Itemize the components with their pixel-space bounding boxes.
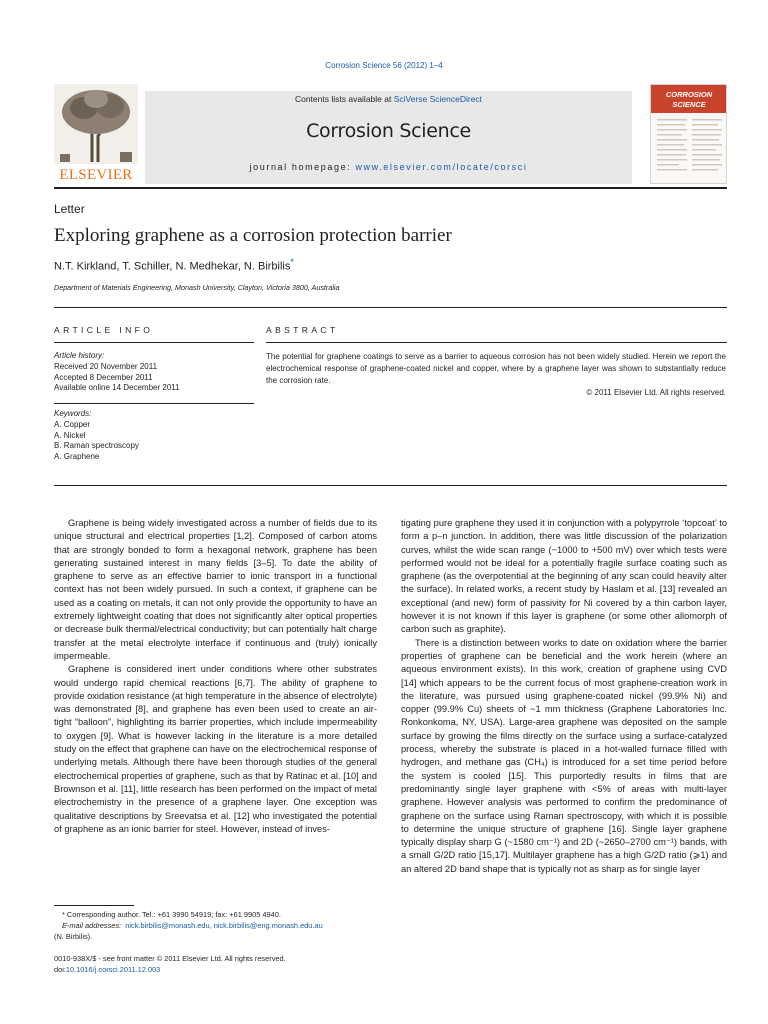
article-title: Exploring graphene as a corrosion protection barrier [54, 225, 452, 246]
abstract-body [266, 351, 726, 399]
body-column-right [401, 517, 727, 876]
keyword-item: B. Raman spectroscopy [54, 441, 139, 451]
article-history: Article history: Received 20 November 2011 Accepted 8 December 2011 Available online 14 December 2011 [54, 351, 180, 393]
journal-cover-thumbnail[interactable] [650, 84, 727, 184]
issn-line: 0010-938X/$ - see front matter © 2011 Elsevier Ltd. All rights reserved. [54, 954, 286, 963]
corresponding-author-note: * Corresponding author. Tel.: +61 3990 54919; fax: +61 9905 4940. [62, 910, 281, 919]
journal-header-band [145, 91, 632, 184]
article-info-rule [54, 342, 254, 343]
contents-line: Contents lists available at SciVerse ScienceDirect [294, 94, 483, 104]
abstract-heading: ABSTRACT [266, 325, 339, 335]
sciencedirect-link[interactable]: SciVerse ScienceDirect [393, 94, 483, 104]
elsevier-tree-icon [54, 84, 138, 184]
footnote: * Corresponding author. Tel.: +61 3990 54919; fax: +61 9905 4940. E-mail addresses: nick.birbilis@monash.edu, nick.birbilis@eng.monash.edu.au (N. Birbilis). [54, 909, 384, 942]
publication-meta [54, 953, 286, 975]
affiliation: Department of Materials Engineering, Monash University, Clayton, Victoria 3800, Australia [54, 283, 340, 292]
history-divider [54, 403, 254, 404]
homepage-link[interactable]: www.elsevier.com/locate/corsci [355, 162, 528, 172]
abstract-rule [266, 342, 727, 343]
title-rule [54, 307, 727, 308]
abstract-bottom-rule [54, 485, 727, 486]
header-rule [54, 187, 727, 189]
keywords: Keywords: A. Copper A. Nickel B. Raman spectroscopy A. Graphene [54, 409, 254, 463]
corresponding-author-mark[interactable]: * [290, 257, 294, 267]
article-type: Letter [54, 202, 85, 216]
article-info-heading: ARTICLE INFO [54, 325, 154, 335]
email-links[interactable]: nick.birbilis@monash.edu, nick.birbilis@eng.monash.edu.au [125, 921, 323, 930]
journal-name: Corrosion Science [306, 120, 471, 142]
author-list: N.T. Kirkland, T. Schiller, N. Medhekar, N. Birbilis* [54, 257, 294, 273]
publisher-name: ELSEVIER [59, 167, 133, 183]
journal-homepage: journal homepage: www.elsevier.com/locate/corsci [249, 162, 528, 172]
doi-line: doi:10.1016/j.corsci.2011.12.003 [54, 965, 161, 974]
doi-link[interactable]: 10.1016/j.corsci.2011.12.003 [65, 965, 161, 974]
elsevier-logo[interactable] [54, 84, 138, 184]
body-paragraph: Graphene is considered inert under conditions where other substrates would undergo rapid chemical reactions [6,7]. The ability of graphene to provide oxidation resistance (at high temperature in the absence of electrolyte) was demonstrated [8], and graphene has even been used to create an air-tight “balloon”, highlighting its barrier properties, which include impermeability to oxygen [9]. What is however lacking in the literature is a more detailed study on the effect that graphene can have on the electrochemical response of underlying metals. Although there have been thorough studies of the general electrochemical properties of graphene, such as that by Ratinac et al. [10] and Brownson et al. [11], little research has been performed on the impact of metal electrochemistry in the presence of a graphene layer. One exception was qualitative descriptions by Sreevatsa et al. [12] who investigated the potential of graphene as an ionic barrier for steel. However, instead of inves- [54, 664, 377, 834]
footnote-rule [54, 905, 134, 906]
cover-title-1: CORROSION [665, 90, 713, 99]
journal-citation[interactable]: Corrosion Science 56 (2012) 1–4 [325, 61, 443, 70]
body-column-left [54, 517, 377, 836]
keyword-item: A. Graphene [54, 452, 100, 462]
email-line: E-mail addresses: nick.birbilis@monash.edu, nick.birbilis@eng.monash.edu.au [62, 921, 323, 930]
body-paragraph: There is a distinction between works to date on oxidation where the barrier properties of graphene can be beneficial and the work herein (where an aqueous environment exists). In this work, creation of graphene using CVD [14] which appears to be the current focus of most graphene-creation work in the literature, was pursued using graphene-coated nickel (99.9% Ni) and copper (99.9% Cu) sheets of ~1 mm thickness (Graphene Laboratories Inc. Ronkonkoma, NY, USA). Large-area graphene was deposited on the sample surface by growing the films directly on the surface using a surface-catalyzed process, whereby the substrate is placed in a hot-walled furnace filled with hydrogen, and methane gas (CH₄) is introduced for a set time period before the system is cooled [15]. This purportedly results in films that are predominantly single layer graphene with <5% of areas with multi-layer graphene. However analysis was performed to confirm the predominance of graphene on the surface using Raman spectroscopy, with which it is possible to determine the unique structure of graphene [16]. Single layer graphene typically display sharp G (~1580 cm⁻¹) and 2D (~2650–2700 cm⁻¹) bands, with a small G/2D ratio [15,17]. Multilayer graphene has a high G/2D ratio (⩾1) and an altered 2D band shape that is typically not as sharp as for single layer [401, 637, 727, 874]
abstract-text: The potential for graphene coatings to serve as a barrier to aqueous corrosion has not been widely studied. Herein we report the electrochemical response of graphene-coated nickel and copper, where by a graphene layer was shown to substantially reduce the corrosion rate. [266, 352, 726, 385]
cover-title-2: SCIENCE [672, 100, 706, 109]
body-paragraph: Graphene is being widely investigated across a number of fields due to its unique structural and electrical properties [1,2]. Composed of carbon atoms that are strongly bonded to form a hexagonal network, graphene has been generating sustained interest in many fields [3–5]. To date the ability of graphene to serve as an effective barrier to ionic transport in a functional context has not been widely pursued. In such a context, if graphene can be used as a coating on metals, it can not only provide the opportunity to have an extremely lightweight coating that does not significantly alter optical properties or decrease bulk thermal/electrical conductivity; but can potentially halt charge transfer at the metal electrolyte interface if continuous and (truly) ionically impermeable. [54, 518, 377, 661]
abstract-copyright: © 2011 Elsevier Ltd. All rights reserved. [586, 388, 726, 397]
keyword-item: A. Copper [54, 419, 91, 429]
body-paragraph: tigating pure graphene they used it in conjunction with a polypyrrole ‘topcoat’ to form a p–n junction. In addition, there was little discussion of the polarization curves, whilst the wide scan range (−1000 to +500 mV) over which tests were performed would not be ideal for a potentially fragile surface coating such as graphene (as the overpotential at the beginning of any scan could heavily alter the surface). In related works, a recent study by Haslam et al. [13] revealed an exceptional (and new) form of passivity for Ni covered by a thin carbon layer, however it is not known if this layer is graphene (or some other allomorph of carbon such as graphite). [401, 518, 727, 635]
keyword-item: A. Nickel [54, 430, 86, 440]
cover-image [651, 85, 727, 184]
